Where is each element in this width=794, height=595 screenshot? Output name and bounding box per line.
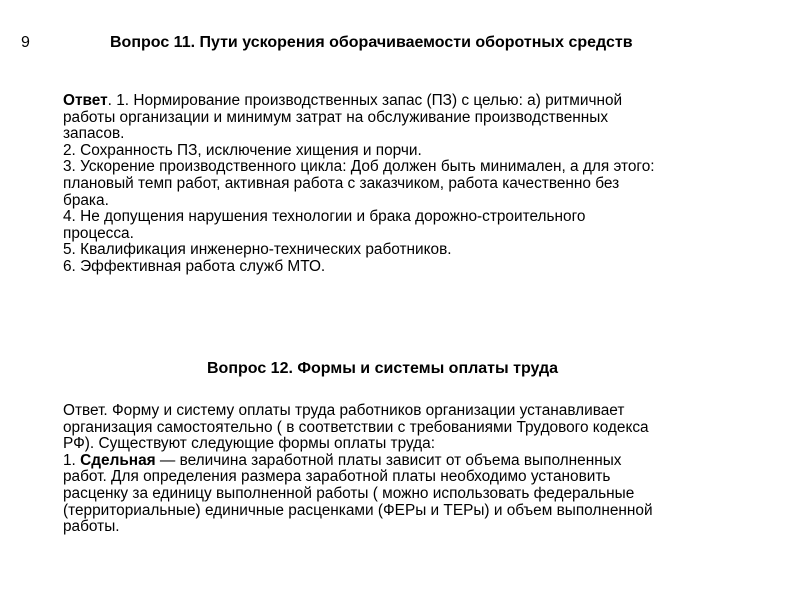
answer-line-text: . 1. Нормирование производственных запас (ПЗ) с целью: а) ритмичной — [107, 92, 623, 109]
answer-line: работ. Для определения размера заработной платы необходимо установить — [63, 468, 611, 486]
answer-line: организация самостоятельно ( в соответствии с требованиями Трудового кодекса — [63, 418, 649, 436]
answer-line: РФ). Существуют следующие формы оплаты труда: — [63, 435, 435, 453]
answer-line: плановый темп работ, активная работа с заказчиком, работа качественно без — [63, 174, 620, 192]
answer-line — [63, 93, 783, 110]
answer-line: работы организации и минимум затрат на обслуживание производственных — [63, 108, 609, 126]
answer-line: (территориальные) единичные расценками (ФЕРы и ТЕРы) и объем выполненной — [63, 501, 653, 519]
answer-line: работы. — [63, 518, 120, 536]
answer-line: Ответ. Форму и систему оплаты труда работников организации устанавливает — [63, 402, 625, 419]
answer-line-text: — величина заработной платы зависит от объема выполненных — [155, 451, 622, 469]
item-number: 1. — [63, 451, 81, 469]
answer-line: брака. — [63, 191, 109, 209]
answer-line: расценку за единицу выполненной работы ( можно использовать федеральные — [63, 484, 635, 502]
pay-form-term: Сдельная — [80, 451, 156, 469]
question-11-answer — [63, 93, 783, 276]
answer-line: запасов. — [63, 125, 125, 143]
slide-number: 9 — [21, 34, 30, 51]
answer-line: 6. Эффективная работа служб МТО. — [63, 257, 326, 275]
question-12-title: Вопрос 12. Формы и системы оплаты труда — [207, 360, 559, 377]
answer-line: процесса. — [63, 224, 134, 242]
answer-line: 2. Сохранность ПЗ, исключение хищения и порчи. — [63, 141, 422, 159]
question-12-answer — [63, 403, 783, 536]
answer-line: 5. Квалификация инженерно-технических работников. — [63, 241, 452, 259]
answer-line: 3. Ускорение производственного цикла: Доб должен быть минимален, а для этого: — [63, 158, 655, 176]
answer-line — [63, 453, 783, 470]
answer-line: 4. Не допущения нарушения технологии и брака дорожно-строительного — [63, 208, 586, 226]
question-11-title: Вопрос 11. Пути ускорения оборачиваемости оборотных средств — [110, 34, 633, 51]
answer-label: Ответ — [63, 92, 108, 109]
